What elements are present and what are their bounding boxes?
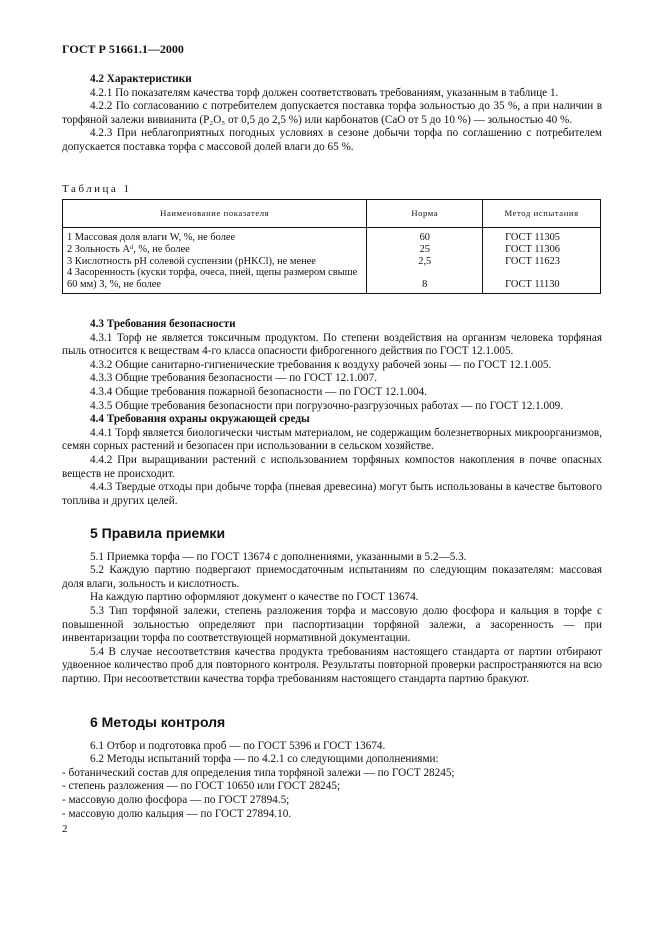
paragraph: 4.4.3 Твердые отходы при добыче торфа (пневая древесина) могут быть использованы в качестве бытового топлива и других целей.	[62, 481, 602, 507]
table-cell: 25	[367, 244, 483, 256]
section-heading: 6 Методы контроля	[90, 714, 226, 730]
list-item: - массовую долю кальция — по ГОСТ 27894.10.	[62, 807, 292, 820]
column-header: Метод испытания	[483, 200, 601, 228]
table-cell: 1 Массовая доля влаги W, %, не более	[63, 228, 367, 244]
table-row	[63, 267, 601, 293]
section-title: 4.2 Характеристики	[90, 73, 192, 85]
table-cell: 3 Кислотность pH солевой суспензии (pHKCl), не менее	[63, 256, 367, 268]
table-row	[63, 256, 601, 268]
section-4-3	[62, 318, 602, 508]
paragraph: 4.3.4 Общие требования пожарной безопасности — по ГОСТ 12.1.004.	[90, 385, 427, 398]
list-item: - степень разложения — по ГОСТ 10650 или ГОСТ 28245;	[62, 780, 341, 793]
table-cell: 60	[367, 228, 483, 244]
table-header-row	[63, 200, 601, 228]
paragraph: На каждую партию оформляют документ о качестве по ГОСТ 13674.	[90, 591, 419, 604]
paragraph: 4.2.3 При неблагоприятных погодных условиях в сезоне добычи торфа по соглашению с потребителем допускается поставка торфа с массовой долей влаги до 65 %.	[62, 127, 602, 153]
section-title: 4.3 Требования безопасности	[90, 318, 236, 330]
list-item: - массовую долю фосфора — по ГОСТ 27894.5;	[62, 793, 290, 806]
table-row	[63, 244, 601, 256]
section-6	[62, 716, 602, 821]
table-1	[62, 199, 601, 294]
column-header: Норма	[367, 200, 483, 228]
table-cell: 4 Засоренность (куски торфа, очеса, пней, щепы размером свыше 60 мм) З, %, не более	[63, 267, 367, 293]
paragraph: 4.3.3 Общие требования безопасности — по ГОСТ 12.1.007.	[90, 372, 378, 385]
paragraph: 6.2 Методы испытаний торфа — по 4.2.1 со следующими дополнениями:	[90, 753, 439, 766]
paragraph: 5.2 Каждую партию подвергают приемосдаточным испытаниям по следующим показателям: массовая доля влаги, зольность и кислотность.	[62, 564, 602, 590]
table-row	[63, 228, 601, 244]
paragraph: 4.3.1 Торф не является токсичным продуктом. По степени воздействия на организм человека торфяная пыль относится к веществам 4-го класса опасности фиброгенного действия по ГОСТ 12.1.005.	[62, 331, 602, 358]
paragraph: 5.3 Тип торфяной залежи, степень разложения торфа и массовую долю фосфора и кальция в торфе с повышенной зольностью определяют при паспортизации торфяной залежи, а засоренность — при инвентаризации торфа по соответствующей нормативной документации.	[62, 604, 602, 645]
table-cell: 2 Зольность Aᵈ, %, не более	[63, 244, 367, 256]
table-cell: ГОСТ 11305	[483, 228, 601, 244]
section-title: 4.4 Требования охраны окружающей среды	[90, 413, 310, 426]
paragraph: 6.1 Отбор и подготовка проб — по ГОСТ 5396 и ГОСТ 13674.	[90, 739, 386, 752]
table-cell: ГОСТ 11130	[483, 267, 601, 293]
table-cell: ГОСТ 11306	[483, 244, 601, 256]
paragraph: 4.2.2 По согласованию с потребителем допускается поставка торфа зольностью до 35 %, а при наличии в торфяной залежи вивианита (P₂O₅ от 0,5 до 2,5 %) или карбонатов (СаО от 5 до 10 %) — зольностью 40 %.	[62, 100, 602, 126]
document-header: ГОСТ Р 51661.1—2000	[62, 42, 184, 56]
paragraph: 4.4.2 При выращивании растений с использованием торфяных компостов накопления в почве опасных веществ не происходит.	[62, 453, 602, 480]
table-cell: 2,5	[367, 256, 483, 268]
list-item: - ботанический состав для определения типа торфяной залежи — по ГОСТ 28245;	[62, 766, 455, 779]
table-cell: ГОСТ 11623	[483, 256, 601, 268]
paragraph: 4.2.1 По показателям качества торф должен соответствовать требованиям, указанным в таблице 1.	[90, 86, 559, 99]
column-header: Наименование показателя	[63, 200, 367, 228]
section-heading: 5 Правила приемки	[90, 525, 226, 541]
paragraph: 4.3.2 Общие санитарно-гигиенические требования к воздуху рабочей зоны — по ГОСТ 12.1.005.	[90, 358, 552, 371]
page-number: 2	[62, 823, 68, 835]
section-4-2	[62, 73, 602, 155]
paragraph: 4.4.1 Торф является биологически чистым материалом, не содержащим болезнетворных микроорганизмов, семян сорных растений и безопасен при использовании в сельском хозяйстве.	[62, 426, 602, 453]
table-caption: Таблица 1	[62, 183, 132, 195]
table-cell: 8	[367, 267, 483, 293]
paragraph: 5.4 В случае несоответствия качества продукта требованиям настоящего стандарта от партии отбирают удвоенное количество проб для повторного контроля. Результаты повторной проверки распространяются на всю партию. При несоответствии качества торфа требованиям настоящего стандарта партию бракуют.	[62, 645, 602, 685]
paragraph: 4.3.5 Общие требования безопасности при погрузочно-разгрузочных работах — по ГОСТ 12.1.009.	[90, 399, 564, 412]
paragraph: 5.1 Приемка торфа — по ГОСТ 13674 с дополнениями, указанными в 5.2—5.3.	[90, 550, 467, 563]
section-5	[62, 527, 602, 687]
